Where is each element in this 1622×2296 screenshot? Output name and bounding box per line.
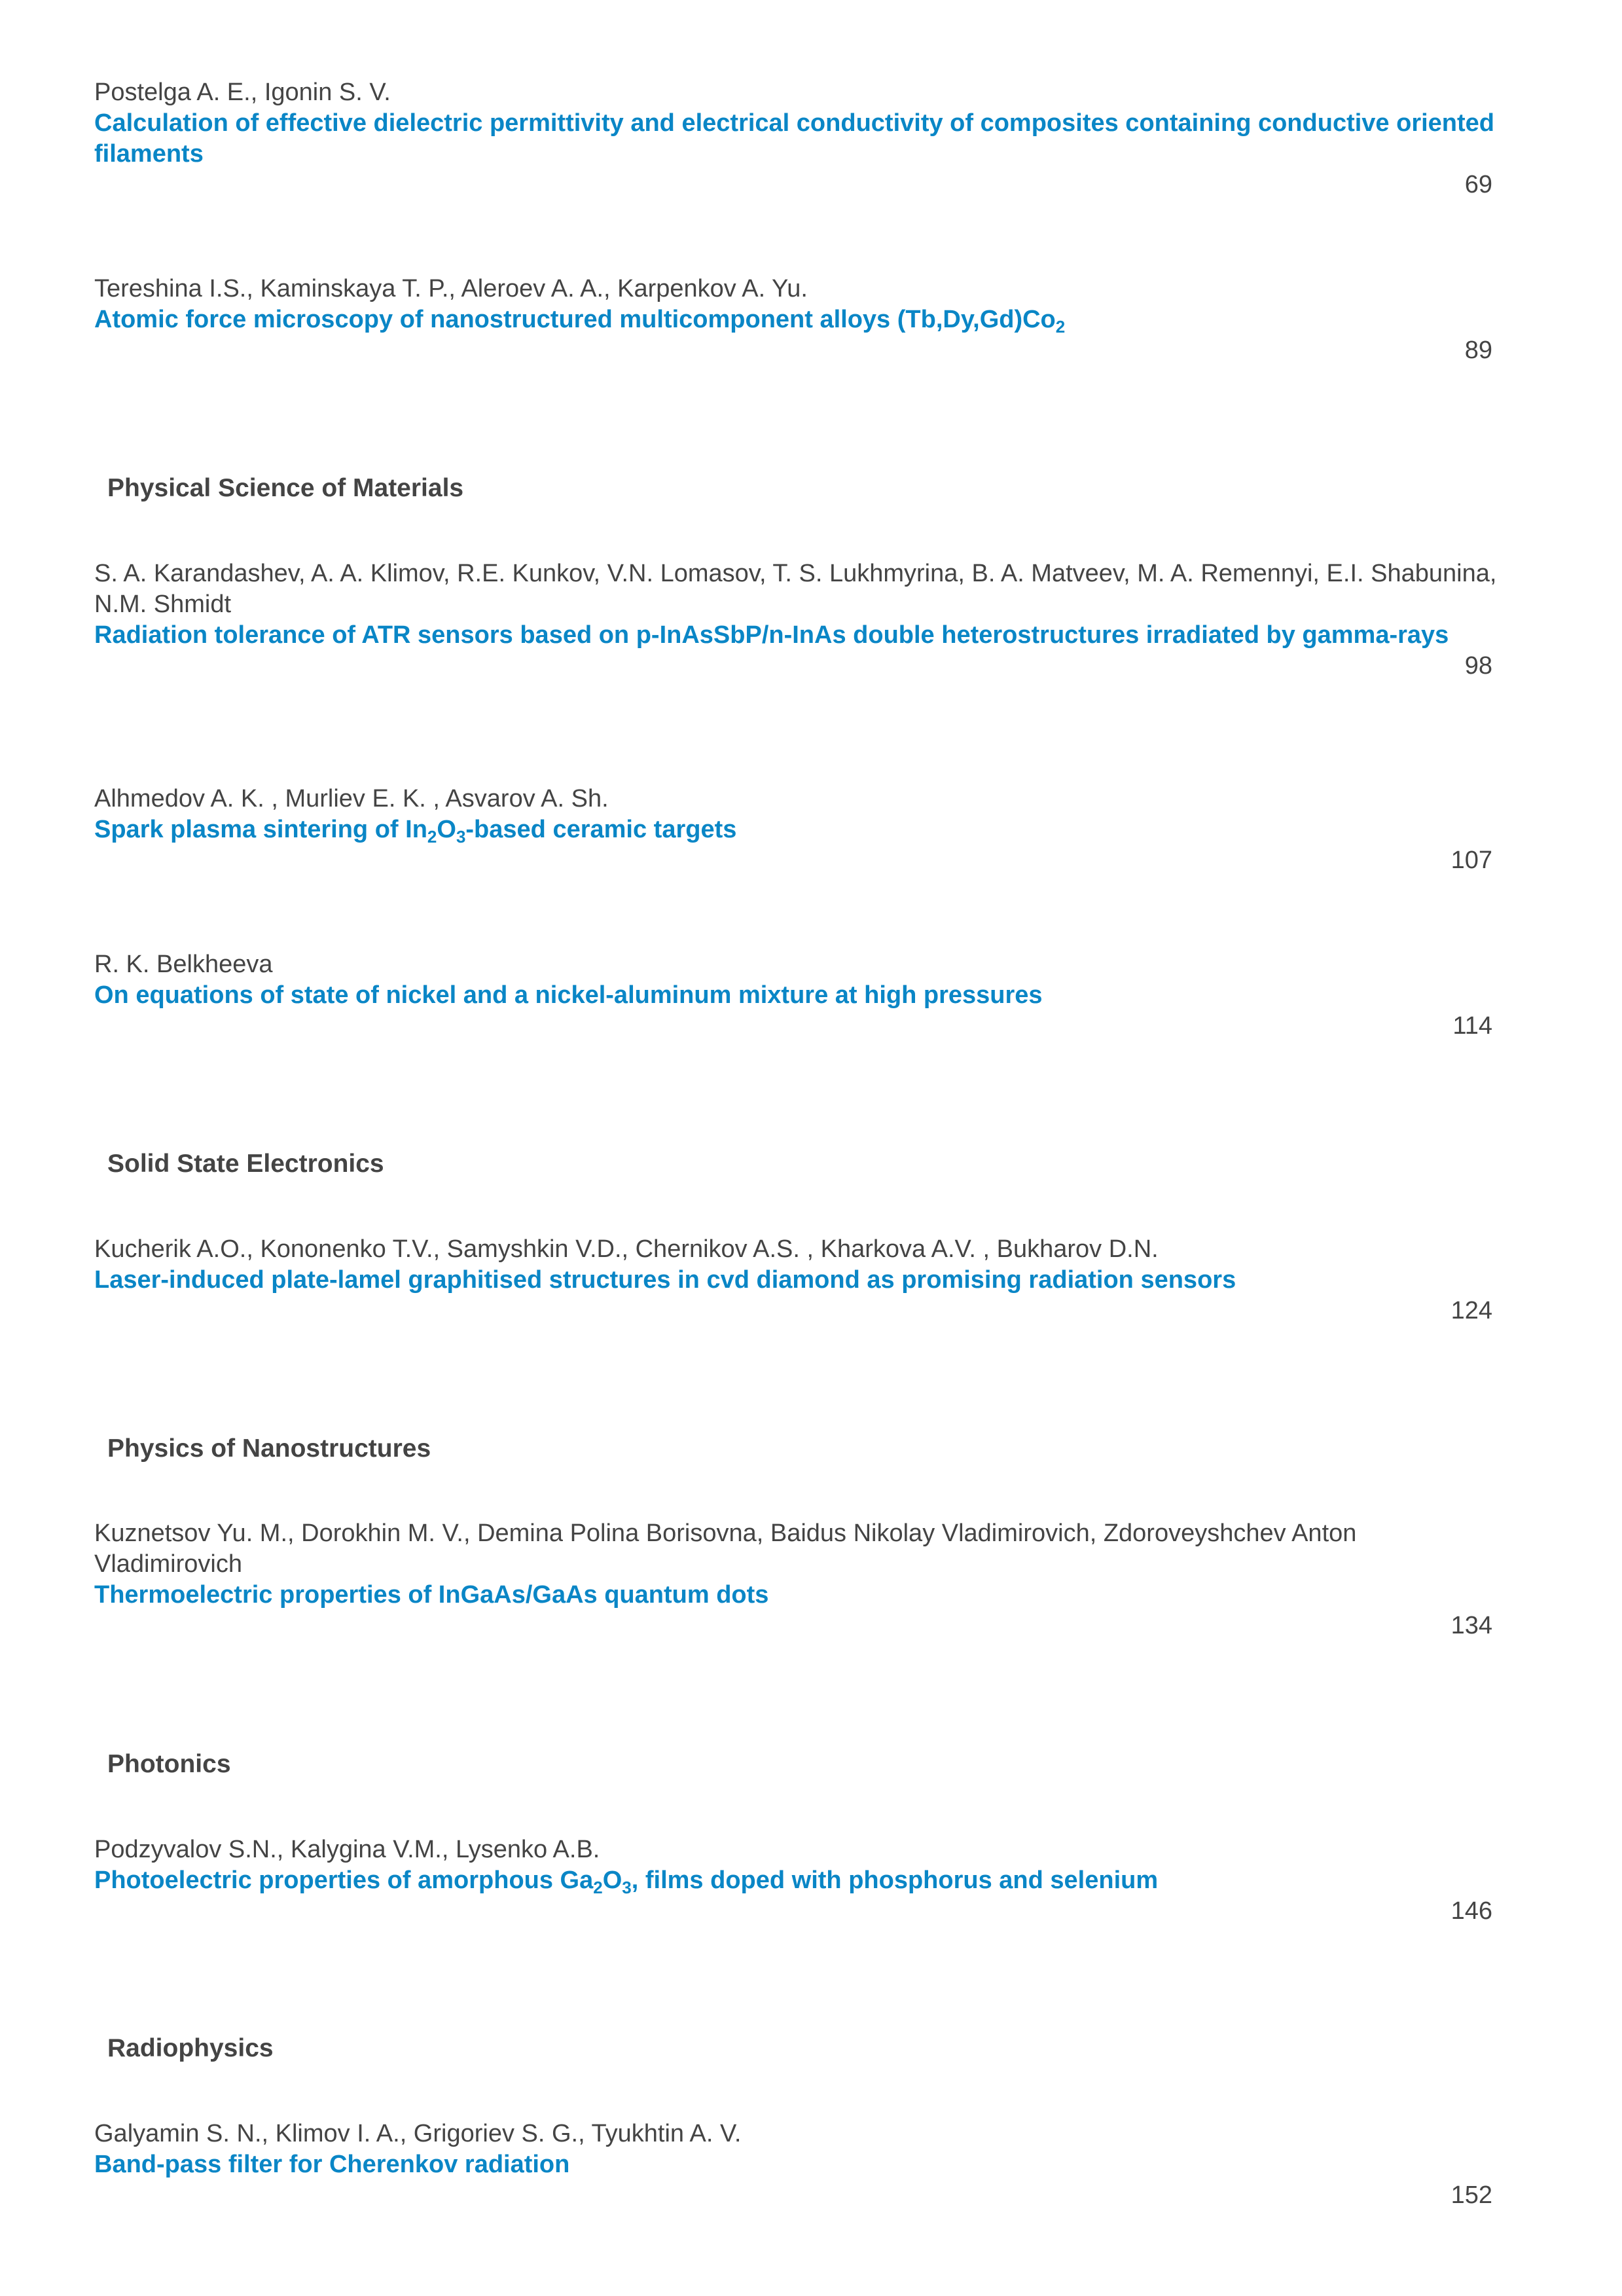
title-text: Photoelectric properties of amorphous Ga xyxy=(94,1867,594,1894)
entry-title-link[interactable] xyxy=(94,304,1502,335)
entry-page-number: 69 xyxy=(1464,171,1492,198)
section-heading: Physical Science of Materials xyxy=(107,474,464,502)
entry-authors: Alhmedov A. K. , Murliev E. K. , Asvarov A. Sh. xyxy=(94,785,609,812)
entry-title-link[interactable]: Calculation of effective dielectric permittivity and electrical conductivity of composites containing conductive oriented filaments xyxy=(94,109,1495,168)
entry-title-link[interactable]: Thermoelectric properties of InGaAs/GaAs quantum dots xyxy=(94,1581,769,1609)
title-text: Atomic force microscopy of nanostructured multicomponent alloys (Tb,Dy,Gd)Co xyxy=(94,306,1056,333)
entry-title-link[interactable] xyxy=(94,814,1502,845)
title-text: , films doped with phosphorus and selenium xyxy=(631,1867,1159,1894)
title-text: O xyxy=(602,1867,622,1894)
entry-authors: Podzyvalov S.N., Kalygina V.M., Lysenko A.B. xyxy=(94,1836,600,1863)
entry-title-link[interactable]: On equations of state of nickel and a nickel-aluminum mixture at high pressures xyxy=(94,981,1043,1009)
entry-authors: S. A. Karandashev, A. A. Klimov, R.E. Kunkov, V.N. Lomasov, T. S. Lukhmyrina, B. A. Matveev, M. A. Remennyi, E.I. Shabunina, N.M. Shmidt xyxy=(94,560,1497,618)
entry-page-number: 134 xyxy=(1451,1612,1492,1639)
toc-entry xyxy=(94,1834,1502,1927)
entry-page-number: 107 xyxy=(1451,847,1492,874)
entry-page-number: 114 xyxy=(1452,1012,1492,1040)
entry-title-link[interactable] xyxy=(94,1865,1502,1896)
toc-entry xyxy=(94,558,1502,682)
entry-authors: Kucherik A.O., Kononenko T.V., Samyshkin V.D., Chernikov A.S. , Kharkova A.V. , Bukharov D.N. xyxy=(94,1235,1159,1263)
subscript: 2 xyxy=(427,827,437,847)
section-heading: Radiophysics xyxy=(107,2034,274,2062)
entry-page-number: 152 xyxy=(1451,2181,1492,2209)
entry-page-number: 98 xyxy=(1464,652,1492,680)
toc-entry xyxy=(94,1234,1502,1326)
toc-entry xyxy=(94,784,1502,876)
title-text: -based ceramic targets xyxy=(465,816,737,843)
subscript: 2 xyxy=(1055,317,1066,337)
section-heading: Solid State Electronics xyxy=(107,1150,384,1178)
subscript: 3 xyxy=(622,1878,632,1897)
entry-authors: R. K. Belkheeva xyxy=(94,951,273,978)
title-text: Spark plasma sintering of In xyxy=(94,816,427,843)
toc-entry xyxy=(94,2119,1502,2211)
entry-authors: Postelga A. E., Igonin S. V. xyxy=(94,79,391,106)
title-text: O xyxy=(437,816,456,843)
toc-entry xyxy=(94,1518,1502,1641)
section-heading: Physics of Nanostructures xyxy=(107,1434,431,1463)
subscript: 2 xyxy=(593,1878,603,1897)
entry-title-link[interactable]: Band-pass filter for Cherenkov radiation xyxy=(94,2151,570,2178)
entry-authors: Tereshina I.S., Kaminskaya T. P., Aleroev A. A., Karpenkov A. Yu. xyxy=(94,275,808,302)
entry-title-link[interactable]: Radiation tolerance of ATR sensors based on p-InAsSbP/n-InAs double heterostructures irradiated by gamma-rays xyxy=(94,621,1449,649)
toc-entry xyxy=(94,274,1502,366)
entry-page-number: 89 xyxy=(1464,337,1492,364)
toc-entry xyxy=(94,949,1502,1042)
toc-entry xyxy=(94,77,1502,200)
subscript: 3 xyxy=(456,827,466,847)
section-heading: Photonics xyxy=(107,1750,231,1778)
entry-authors: Kuznetsov Yu. M., Dorokhin M. V., Demina Polina Borisovna, Baidus Nikolay Vladimirovich, Zdoroveyshchev Anton Vladimirovich xyxy=(94,1520,1357,1578)
entry-page-number: 146 xyxy=(1451,1897,1492,1925)
entry-title-link[interactable]: Laser-induced plate-lamel graphitised structures in cvd diamond as promising radiation sensors xyxy=(94,1266,1236,1294)
entry-page-number: 124 xyxy=(1451,1297,1492,1324)
entry-authors: Galyamin S. N., Klimov I. A., Grigoriev S. G., Tyukhtin A. V. xyxy=(94,2120,742,2147)
